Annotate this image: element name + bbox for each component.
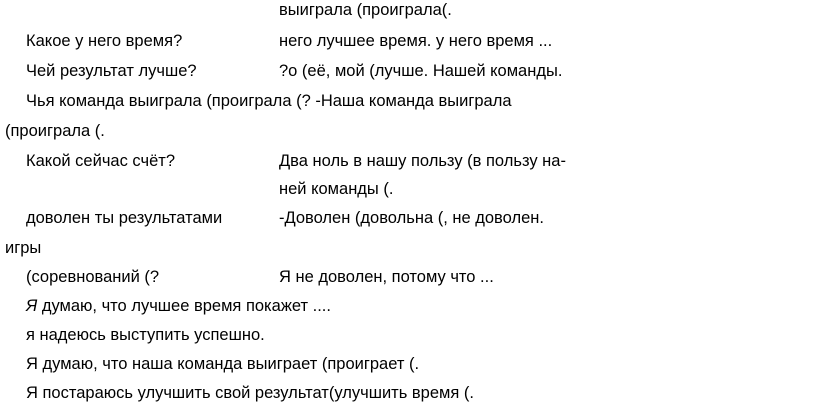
- answer-line: ней команды (.: [279, 180, 394, 198]
- answer-line: ?о (её, мой (лучше. Нашей команды.: [279, 62, 563, 80]
- question-line: Чья команда выиграла (проиграла (? -Наша команда выиграла: [26, 92, 512, 110]
- phrase-line: я надеюсь выступить успешно.: [26, 326, 265, 344]
- answer-line: Я не доволен, потому что ...: [279, 268, 494, 286]
- answer-line: -Доволен (довольна (, не доволен.: [279, 209, 544, 227]
- answer-line: него лучшее время. у него время ...: [279, 32, 553, 50]
- phrase-line: [26, 296, 331, 316]
- question-line: Какое у него время?: [26, 32, 183, 50]
- phrase-text: думаю, что лучшее время покажет ....: [37, 297, 331, 315]
- question-line: Чей результат лучше?: [26, 62, 197, 80]
- text-line: (проиграла (.: [5, 122, 105, 140]
- phrase-line: Я думаю, что наша команда выиграет (проиграет (.: [26, 355, 420, 373]
- text-line: выиграла (проиграла(.: [279, 1, 452, 19]
- text-line: игры: [5, 239, 42, 257]
- question-line: Какой сейчас счёт?: [26, 152, 175, 170]
- answer-line: Два ноль в нашу пользу (в пользу на-: [279, 152, 566, 170]
- question-line: доволен ты результатами: [26, 209, 223, 227]
- italic-word: Я: [26, 297, 38, 315]
- phrase-line: Я постараюсь улучшить свой результат(улучшить время (.: [26, 384, 474, 402]
- question-line: (соревнований (?: [26, 268, 160, 286]
